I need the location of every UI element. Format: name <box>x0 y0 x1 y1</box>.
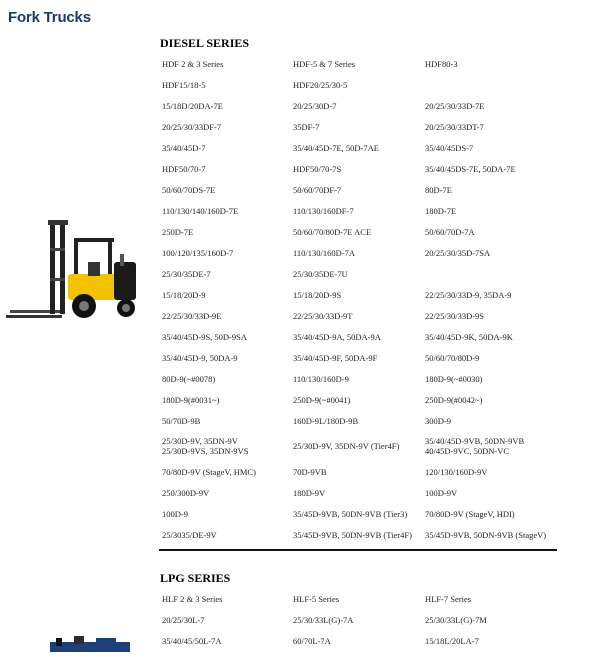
model-cell[interactable] <box>293 158 425 179</box>
model-name: 15/18D/20DA-7E <box>162 100 223 111</box>
model-name: 50/60/70DS-7E <box>162 184 216 195</box>
table-row <box>162 524 562 545</box>
model-name: 20/25/30/33D-7E <box>425 100 485 111</box>
model-name: 110/130/160D-7A <box>293 247 356 258</box>
model-cell[interactable] <box>293 74 425 95</box>
model-name: 250D-7E <box>162 226 194 237</box>
table-row <box>162 263 562 284</box>
model-cell[interactable] <box>162 305 293 326</box>
model-cell[interactable] <box>293 609 425 630</box>
model-cell[interactable] <box>293 503 425 524</box>
model-name: 160D-9L/180D-9B <box>293 415 359 426</box>
model-name: HDF-5 & 7 Series <box>293 58 356 69</box>
table-row <box>162 74 562 95</box>
model-name: 35/40/45D-9F, 50DA-9F <box>293 352 378 363</box>
model-cell[interactable] <box>293 179 425 200</box>
model-name: 20/25/30/33DT-7 <box>425 121 484 132</box>
model-cell[interactable] <box>425 158 562 179</box>
model-cell[interactable] <box>162 200 293 221</box>
model-cell[interactable] <box>162 326 293 347</box>
model-cell[interactable] <box>162 179 293 200</box>
model-cell[interactable] <box>425 431 562 461</box>
model-cell[interactable] <box>162 242 293 263</box>
model-name: 22/25/30/33D-9S <box>425 310 485 321</box>
model-cell[interactable] <box>162 410 293 431</box>
model-cell[interactable] <box>162 503 293 524</box>
table-row <box>162 431 562 461</box>
model-name: 110/130/160DF-7 <box>293 205 354 216</box>
model-cell[interactable] <box>425 74 562 95</box>
model-name: 35/40/45DS-7E, 50DA-7E <box>425 163 516 174</box>
model-name: 50/60/70/80D-9 <box>425 352 480 363</box>
model-cell[interactable] <box>425 609 562 630</box>
section-divider <box>159 549 557 551</box>
model-name: 25/30/33L(G)-7M <box>425 614 487 625</box>
model-name: 70D-9VB <box>293 466 327 477</box>
model-name: HDF15/18-5 <box>162 79 206 90</box>
model-name: 25/30/33L(G)-7A <box>293 614 354 625</box>
model-name: 20/25/30D-7 <box>293 100 337 111</box>
model-cell[interactable] <box>162 137 293 158</box>
model-name: 25/30D-9V, 35DN-9V (Tier4F) <box>293 441 400 451</box>
model-cell[interactable] <box>162 95 293 116</box>
model-name: 35/40/45/50L-7A <box>162 635 222 646</box>
table-row <box>162 158 562 179</box>
table-row <box>162 461 562 482</box>
model-name: 35/40/45D-9S, 50D-9SA <box>162 331 248 342</box>
model-name: HLF 2 & 3 Series <box>162 593 223 604</box>
model-name: 25/30/35DE-7U <box>293 268 348 279</box>
model-cell[interactable] <box>425 137 562 158</box>
model-cell[interactable] <box>162 588 293 609</box>
model-name: HDF 2 & 3 Series <box>162 58 224 69</box>
model-cell[interactable] <box>293 389 425 410</box>
table-row <box>162 137 562 158</box>
model-cell[interactable] <box>162 158 293 179</box>
model-cell[interactable] <box>293 263 425 284</box>
model-name: 25/30D-9V, 35DN-9V <box>162 436 238 446</box>
model-name: 15/18/20D-9S <box>293 289 342 300</box>
model-cell[interactable] <box>425 179 562 200</box>
model-name: 35/45D-9VB, 50DN-9VB (StageV) <box>425 529 547 540</box>
table-row <box>162 284 562 305</box>
model-cell[interactable] <box>293 630 425 651</box>
model-name: 180D-9(#0031~) <box>162 394 220 405</box>
table-row <box>162 609 562 630</box>
model-cell[interactable] <box>293 482 425 503</box>
model-cell[interactable] <box>162 461 293 482</box>
model-name: 80D-7E <box>425 184 452 195</box>
table-row <box>162 368 562 389</box>
model-name: 22/25/30/33D-9T <box>293 310 353 321</box>
model-cell[interactable] <box>162 609 293 630</box>
model-cell[interactable] <box>293 284 425 305</box>
model-name: 100D-9 <box>162 508 188 519</box>
model-cell[interactable] <box>425 53 562 74</box>
model-cell[interactable] <box>293 221 425 242</box>
model-cell[interactable] <box>425 410 562 431</box>
model-cell[interactable] <box>425 389 562 410</box>
model-cell[interactable] <box>162 368 293 389</box>
lpg-series-heading: LPG SERIES <box>160 571 231 585</box>
model-name: 20/25/30L-7 <box>162 614 205 625</box>
model-cell[interactable] <box>425 482 562 503</box>
model-cell[interactable] <box>293 588 425 609</box>
table-row <box>162 53 562 74</box>
model-name: 110/130/140/160D-7E <box>162 205 239 216</box>
model-name: 250D-9(~#0041) <box>293 394 351 405</box>
diesel-model-table <box>162 53 562 545</box>
model-cell[interactable] <box>293 137 425 158</box>
model-name: 300D-9 <box>425 415 451 426</box>
model-cell[interactable] <box>162 431 293 461</box>
model-name: 25/3035/DE-9V <box>162 529 217 540</box>
model-name: 50/60/70D-7A <box>425 226 475 237</box>
table-row <box>162 116 562 137</box>
model-cell[interactable] <box>293 53 425 74</box>
model-name: 60/70L-7A <box>293 635 331 646</box>
model-name: HDF50/70-7S <box>293 163 342 174</box>
model-cell[interactable] <box>162 347 293 368</box>
diesel-series-heading: DIESEL SERIES <box>160 36 250 50</box>
model-cell[interactable] <box>293 347 425 368</box>
model-name: HDF80-3 <box>425 58 458 69</box>
model-cell[interactable] <box>293 200 425 221</box>
model-name: 50/70D-9B <box>162 415 201 426</box>
model-name: HLF-5 Series <box>293 593 340 604</box>
model-name: 180D-9(~#0030) <box>425 373 483 384</box>
model-cell[interactable] <box>293 368 425 389</box>
table-row <box>162 221 562 242</box>
model-name: 35/40/45D-7E, 50D-7AE <box>293 142 379 153</box>
model-name: 70/80D-9V (StageV, HDI) <box>425 508 515 519</box>
model-cell[interactable] <box>162 221 293 242</box>
model-cell[interactable] <box>293 305 425 326</box>
table-row <box>162 410 562 431</box>
model-name: 22/25/30/33D-9, 35DA-9 <box>425 289 512 300</box>
model-cell[interactable] <box>162 482 293 503</box>
model-name: HLF-7 Series <box>425 593 472 604</box>
table-row <box>162 95 562 116</box>
model-cell[interactable] <box>293 431 425 461</box>
model-cell[interactable] <box>162 284 293 305</box>
model-cell[interactable] <box>425 503 562 524</box>
model-cell[interactable] <box>425 95 562 116</box>
model-name: 15/18L/20LA-7 <box>425 635 479 646</box>
table-row <box>162 179 562 200</box>
model-name: 35/45D-9VB, 50DN-9VB (Tier3) <box>293 508 408 519</box>
model-cell[interactable] <box>425 368 562 389</box>
lpg-forklift-image <box>50 636 130 657</box>
model-cell[interactable] <box>425 200 562 221</box>
model-cell[interactable] <box>293 242 425 263</box>
model-name: 250/300D-9V <box>162 487 210 498</box>
table-row <box>162 630 562 651</box>
model-cell[interactable] <box>293 116 425 137</box>
model-cell[interactable] <box>425 630 562 651</box>
model-name: 100/120/135/160D-7 <box>162 247 234 258</box>
model-cell[interactable] <box>162 53 293 74</box>
model-name: 50/60/70/80D-7E ACE <box>293 226 372 237</box>
model-cell[interactable] <box>425 347 562 368</box>
model-name: 25/30/35DE-7 <box>162 268 211 279</box>
model-cell[interactable] <box>425 524 562 545</box>
model-name: 120/130/160D-9V <box>425 466 488 477</box>
model-name: 250D-9(#0042~) <box>425 394 483 405</box>
model-cell[interactable] <box>425 242 562 263</box>
table-row <box>162 588 562 609</box>
model-name: 25/30D-9VS, 35DN-9VS <box>162 446 249 456</box>
model-name: 22/25/30/33D-9E <box>162 310 222 321</box>
model-cell[interactable] <box>425 116 562 137</box>
model-cell[interactable] <box>293 410 425 431</box>
model-cell[interactable] <box>425 588 562 609</box>
table-row <box>162 347 562 368</box>
model-name: 35DF-7 <box>293 121 320 132</box>
model-name: 20/25/30/35D-7SA <box>425 247 491 258</box>
table-row <box>162 200 562 221</box>
model-cell[interactable] <box>293 95 425 116</box>
model-name: 110/130/160D-9 <box>293 373 349 384</box>
diesel-forklift-image <box>4 218 144 331</box>
model-name: 180D-7E <box>425 205 457 216</box>
model-cell[interactable] <box>162 524 293 545</box>
model-name: 15/18/20D-9 <box>162 289 206 300</box>
model-cell[interactable] <box>425 284 562 305</box>
model-cell[interactable] <box>293 461 425 482</box>
model-cell[interactable] <box>162 389 293 410</box>
model-cell[interactable] <box>162 263 293 284</box>
model-name: 35/40/45DS-7 <box>425 142 474 153</box>
table-row <box>162 503 562 524</box>
model-cell[interactable] <box>425 461 562 482</box>
model-cell[interactable] <box>425 305 562 326</box>
model-name: 35/40/45D-9A, 50DA-9A <box>293 331 381 342</box>
model-cell[interactable] <box>162 116 293 137</box>
model-name: 35/40/45D-7 <box>162 142 206 153</box>
model-cell[interactable] <box>425 326 562 347</box>
model-name: 35/40/45D-9K, 50DA-9K <box>425 331 513 342</box>
table-row <box>162 326 562 347</box>
model-name: HDF20/25/30-5 <box>293 79 348 90</box>
model-name: 35/45D-9VB, 50DN-9VB (Tier4F) <box>293 529 412 540</box>
model-cell[interactable] <box>293 326 425 347</box>
lpg-model-table <box>162 588 562 651</box>
model-name: 100D-9V <box>425 487 458 498</box>
model-cell[interactable] <box>162 630 293 651</box>
table-row <box>162 482 562 503</box>
model-name: 180D-9V <box>293 487 326 498</box>
page-title: Fork Trucks <box>8 9 91 26</box>
table-row <box>162 389 562 410</box>
model-name: 50/60/70DF-7 <box>293 184 342 195</box>
model-name: 80D-9(~#0078) <box>162 373 216 384</box>
model-name: 70/80D-9V (StageV, HMC) <box>162 466 256 477</box>
model-name: 35/40/45D-9, 50DA-9 <box>162 352 238 363</box>
table-row <box>162 242 562 263</box>
model-name: 40/45D-9VC, 50DN-VC <box>425 446 510 456</box>
model-cell[interactable] <box>293 524 425 545</box>
model-name: 35/40/45D-9VB, 50DN-9VB <box>425 436 525 446</box>
model-cell[interactable] <box>162 74 293 95</box>
model-cell[interactable] <box>425 263 562 284</box>
model-cell[interactable] <box>425 221 562 242</box>
model-name: HDF50/70-7 <box>162 163 206 174</box>
table-row <box>162 305 562 326</box>
model-name: 20/25/30/33DF-7 <box>162 121 222 132</box>
